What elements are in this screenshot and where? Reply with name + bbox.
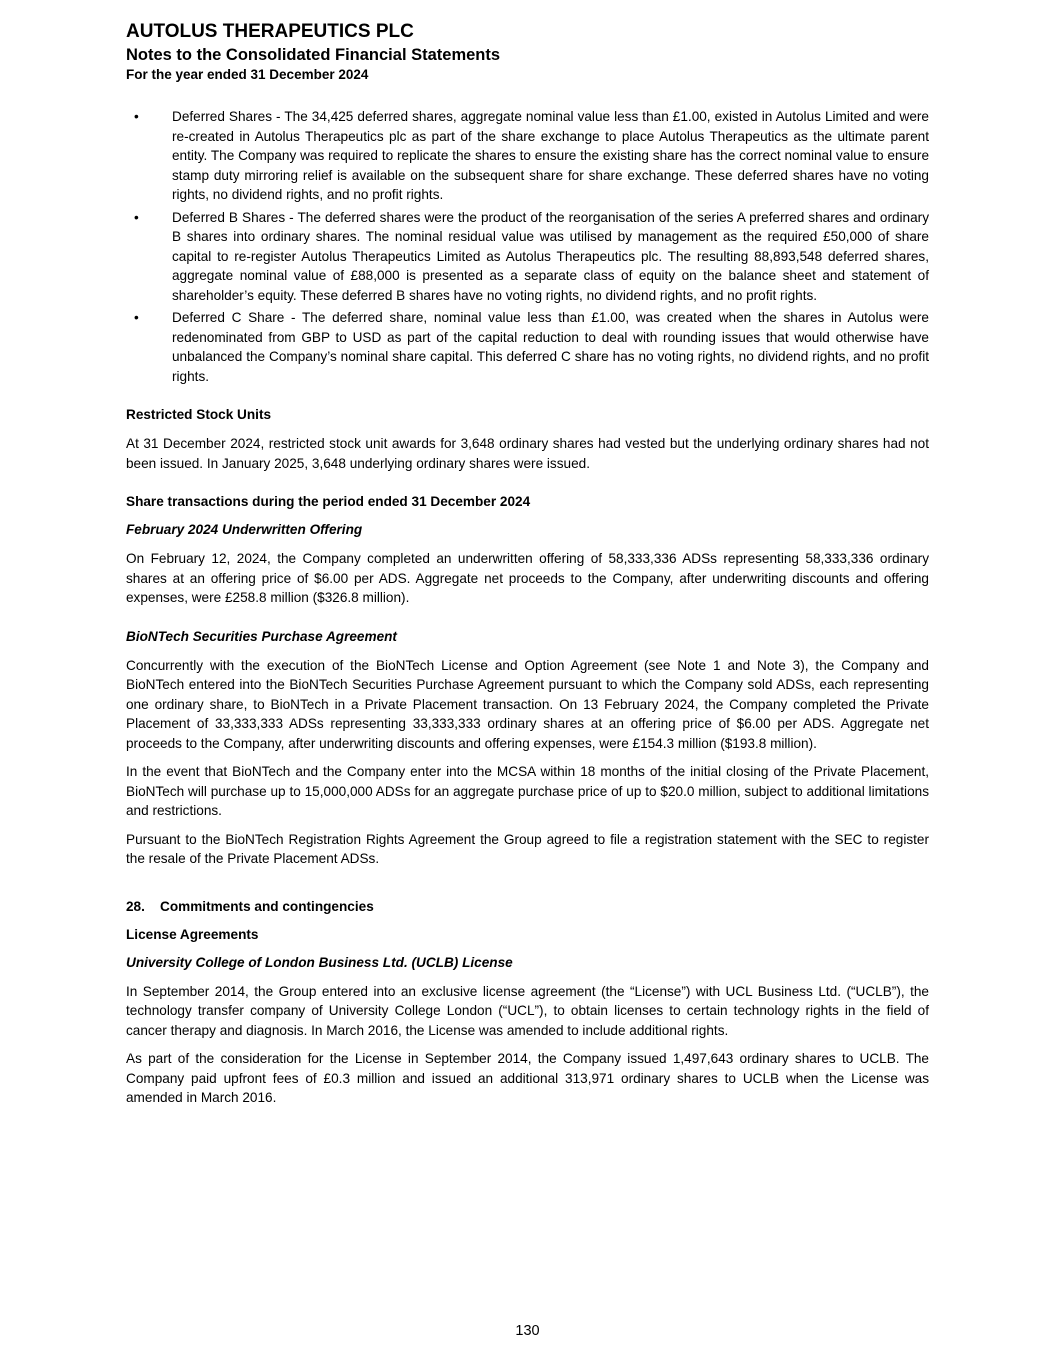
- uclb-paragraph-1: In September 2014, the Group entered into an exclusive license agreement (the “License”) with UCL Business Ltd. (“UCLB”), the technology transfer company of University College London (“UCL”), to obtain licenses to certain technology rights in the field of cancer therapy and diagnosis. In March 2016, the License was amended to include additional rights.: [126, 983, 929, 1038]
- note-number: 28.: [126, 898, 145, 914]
- page-number: 130: [515, 1323, 540, 1339]
- biontech-paragraph-2: In the event that BioNTech and the Company enter into the MCSA within 18 months of the initial closing of the Private Placement, BioNTech will purchase up to 15,000,000 ADSs for an aggregate purchase price of up to $20.0 million, subject to additional limitations and restrictions.: [126, 764, 929, 818]
- document-page: [126, 20, 929, 1108]
- biontech-paragraph-3: Pursuant to the BioNTech Registration Rights Agreement the Group agreed to file a registration statement with the SEC to register the resale of the Private Placement ADSs.: [126, 831, 929, 866]
- bullet-icon: •: [134, 109, 139, 124]
- bullet-text: Deferred C Share - The deferred share, nominal value less than £1.00, was created when the shares in Autolus were redenominated from GBP to USD as part of the capital reduction to deal with rounding issues that would otherwise have unbalanced the Company’s nominal share capital. This deferred C share has no voting rights, no dividend rights, and no profit rights.: [172, 310, 929, 384]
- rsu-heading: Restricted Stock Units: [126, 407, 272, 422]
- list-item: [126, 308, 929, 386]
- deferred-shares-list: [126, 107, 929, 386]
- uclb-paragraph-2: As part of the consideration for the License in September 2014, the Company issued 1,497,643 ordinary shares to UCLB. The Company paid upfront fees of £0.3 million and issued an additional 313,971 ordinary shares to UCLB when the License was amended in March 2016.: [126, 1051, 929, 1105]
- bullet-text: Deferred B Shares - The deferred shares were the product of the reorganisation of the series A preferred shares and ordinary B shares into ordinary shares. The nominal residual value was utilised by management as the required £50,000 of share capital to re-register Autolus Therapeutics Limited as Autolus Therapeutics plc. The resulting 88,893,548 deferred shares, aggregate nominal value of £88,000 is presented as a separate class of equity on the balance sheet and statement of shareholder’s equity. These deferred B shares have no voting rights, no dividend rights, and no profit rights.: [172, 209, 929, 303]
- offering-paragraph: On February 12, 2024, the Company completed an underwritten offering of 58,333,336 ADSs representing 58,333,336 ordinary shares at an offering price of $6.00 per ADS. Aggregate net proceeds to the Company, after underwriting discounts and offering expenses, were £258.8 million ($326.8 million).: [126, 551, 929, 605]
- bullet-text: Deferred Shares - The 34,425 deferred shares, aggregate nominal value less than £1.00, existed in Autolus Limited and were re-created in Autolus Therapeutics plc as part of the share exchange to place Autolus Therapeutics as the ultimate parent entity. The Company was required to replicate the shares to ensure the existing share has the correct nominal value to ensure stamp duty mirroring relief is available on the subsequent share for share exchange. These deferred shares have no voting rights, no dividend rights, and no profit rights.: [172, 109, 929, 202]
- document-subtitle: Notes to the Consolidated Financial Statements: [126, 46, 501, 64]
- share-transactions-heading: Share transactions during the period ended 31 December 2024: [126, 494, 531, 509]
- reporting-period: For the year ended 31 December 2024: [126, 67, 369, 82]
- biontech-heading: BioNTech Securities Purchase Agreement: [126, 628, 397, 644]
- list-item: [126, 107, 929, 205]
- bullet-icon: •: [134, 209, 139, 225]
- note-28-heading: [126, 897, 929, 916]
- offering-heading: February 2024 Underwritten Offering: [126, 522, 363, 537]
- biontech-paragraph-1: Concurrently with the execution of the BioNTech License and Option Agreement (see Note 1 and Note 3), the Company and BioNTech entered into the BioNTech Securities Purchase Agreement pursuant to which the Company sold ADSs, each representing one ordinary share, to BioNTech in a Private Placement transaction. On 13 February 2024, the Company completed the Private Placement of 33,333,333 ADSs representing 33,333,333 ordinary shares at an offering price of $6.00 per ADS. Aggregate net proceeds to the Company, after underwriting discounts and offering expenses, were £154.3 million ($193.8 million).: [126, 657, 929, 751]
- list-item: [126, 208, 929, 306]
- bullet-icon: •: [134, 310, 139, 325]
- uclb-heading: University College of London Business Ltd. (UCLB) License: [126, 954, 513, 970]
- license-agreements-heading: License Agreements: [126, 926, 259, 942]
- company-name: AUTOLUS THERAPEUTICS PLC: [126, 21, 414, 42]
- note-title: Commitments and contingencies: [160, 898, 374, 914]
- rsu-paragraph: At 31 December 2024, restricted stock unit awards for 3,648 ordinary shares had vested but the underlying ordinary shares had not been issued. In January 2025, 3,648 underlying ordinary shares were issued.: [126, 436, 929, 471]
